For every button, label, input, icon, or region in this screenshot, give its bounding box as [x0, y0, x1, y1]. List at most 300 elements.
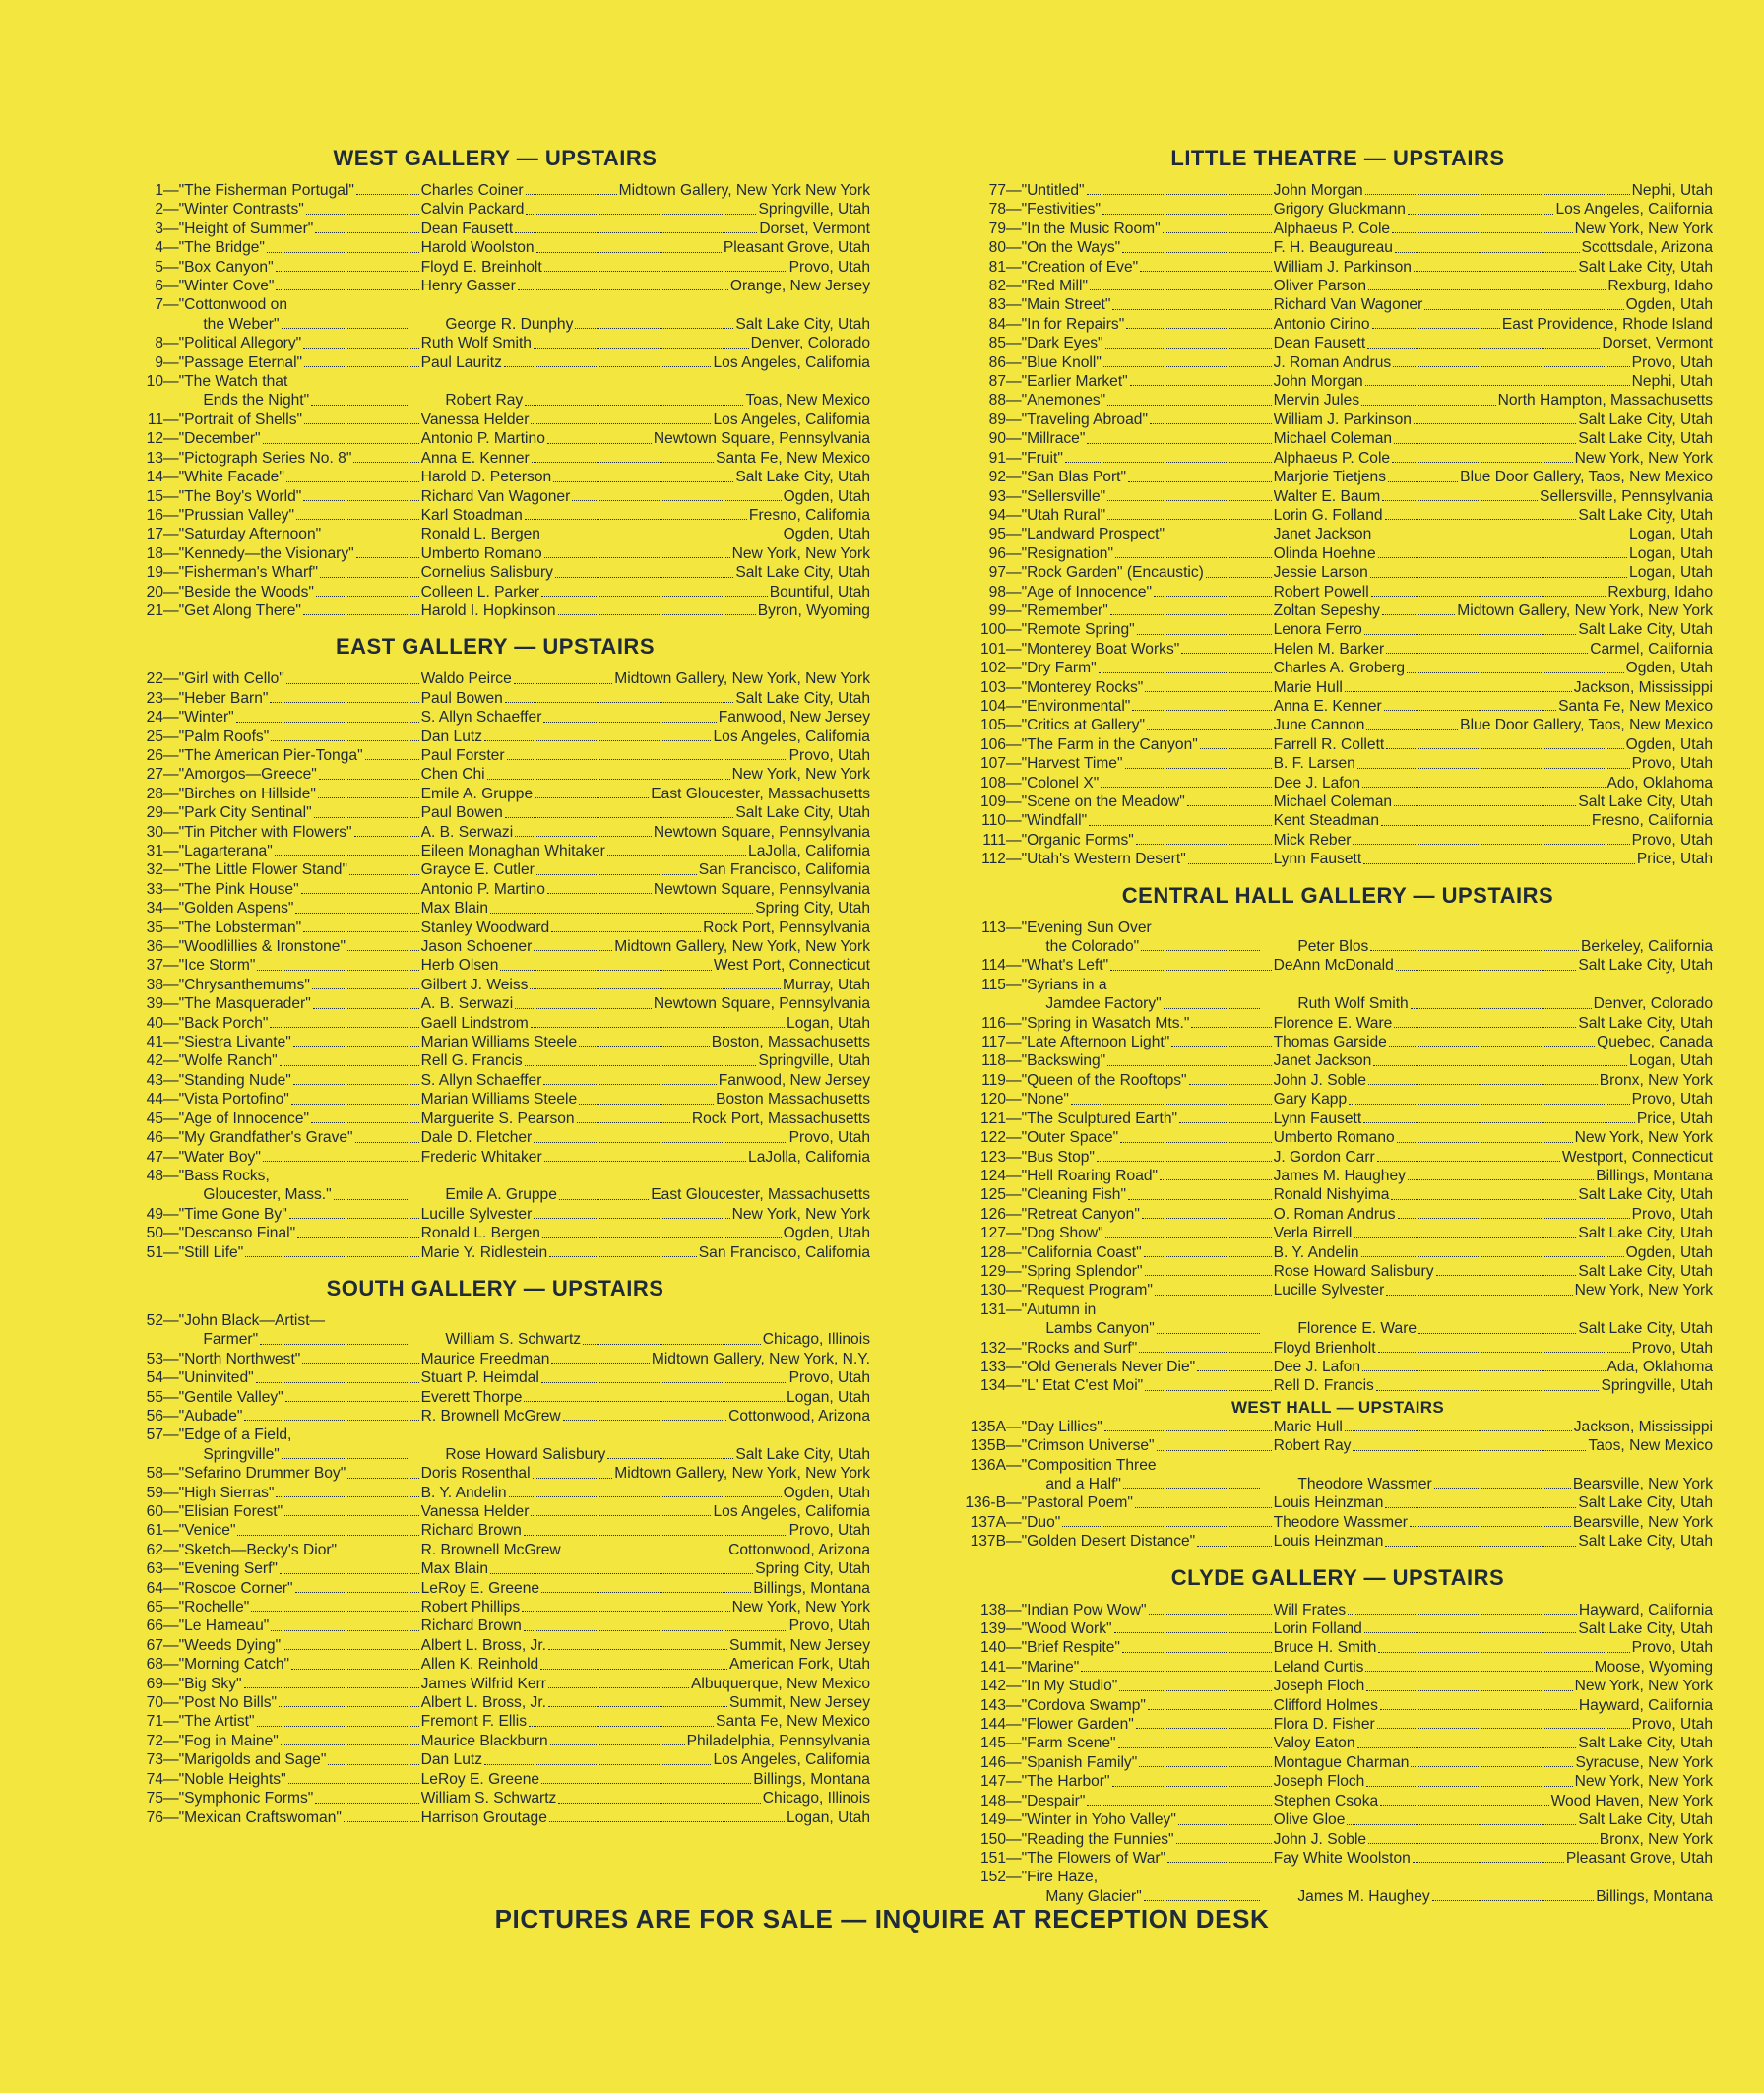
artist-name: S. Allyn Schaeffer: [420, 709, 542, 727]
dot-leader: [1120, 1128, 1271, 1142]
entry-dash: —: [1006, 469, 1022, 486]
entry-number: 116: [981, 1014, 1006, 1032]
artist-name: Theodore Wassmer: [1297, 1476, 1432, 1492]
dot-leader: [1107, 391, 1271, 405]
entry-dash: —: [163, 1694, 179, 1712]
dot-leader: [549, 1243, 697, 1257]
entry-title-cell: [179, 1541, 421, 1559]
artist-location: Salt Lake City, Utah: [735, 564, 870, 582]
artist-name: George R. Dunphy: [445, 315, 574, 333]
entry-number: 20: [146, 583, 163, 601]
dot-leader: [1436, 1262, 1577, 1276]
dot-leader: [577, 1110, 690, 1123]
entry-artist-cell: [421, 1732, 870, 1750]
artist-location: Salt Lake City, Utah: [1578, 411, 1713, 428]
east-gallery-title: EAST GALLERY — UPSTAIRS: [335, 634, 655, 660]
entry-artist-cell: [421, 563, 870, 582]
entry-dash: —: [163, 1014, 179, 1032]
dot-leader: [1144, 1887, 1261, 1901]
entry-dash: —: [163, 544, 179, 562]
entry-artist-cell: [1274, 640, 1713, 659]
entry-title-cell: [1022, 181, 1274, 200]
entry-dash: —: [1006, 1282, 1022, 1300]
artist-location: Rexburg, Idaho: [1607, 278, 1713, 295]
artwork-title: "Flower Garden": [1021, 1716, 1134, 1734]
entry-title-cell: [179, 258, 421, 277]
artist-name: Umberto Romano: [1273, 1129, 1395, 1147]
entry-number: 87: [988, 373, 1006, 391]
entry-title-cell: [179, 429, 421, 448]
dot-leader: [572, 487, 781, 501]
artist-location: Fresno, California: [1591, 812, 1713, 830]
artist-location: Bearsville, New York: [1572, 1513, 1713, 1531]
catalog-entry: [120, 1224, 870, 1242]
artist-location: Pleasant Grove, Utah: [1565, 1849, 1713, 1867]
entry-number: 98: [988, 583, 1006, 601]
entry-title-cell: [167, 1185, 410, 1204]
dot-leader: [1115, 544, 1272, 558]
catalog-entry: [120, 1598, 870, 1617]
artist-location: Newtown Square, Pennsylvania: [653, 430, 870, 448]
entry-dash: —: [1006, 1243, 1022, 1261]
entry-number: 32: [146, 861, 163, 879]
dot-leader: [1176, 1830, 1272, 1844]
dot-leader: [515, 823, 652, 837]
artist-location: Westport, Connecticut: [1561, 1148, 1713, 1166]
dot-leader: [1347, 1810, 1576, 1824]
artwork-title: "California Coast": [1021, 1243, 1142, 1261]
dot-leader: [1365, 372, 1630, 386]
dot-leader: [1368, 277, 1606, 290]
catalog-entry: [963, 1418, 1713, 1436]
entry-dash: —: [163, 670, 179, 688]
dot-leader: [306, 200, 419, 214]
dot-leader: [1128, 1185, 1272, 1199]
dot-leader: [282, 1445, 409, 1459]
dot-leader: [1377, 1148, 1560, 1162]
dot-leader: [1357, 1734, 1577, 1747]
artist-name: Lorin Folland: [1273, 1620, 1362, 1638]
catalog-entry: [120, 583, 870, 602]
dot-leader: [553, 468, 733, 481]
entry-artist-cell: [1274, 976, 1713, 994]
entry-number: 86: [988, 353, 1006, 371]
artwork-title: "Rock Garden" (Encaustic): [1021, 564, 1204, 582]
dot-leader: [316, 583, 419, 597]
artist-name: June Cannon: [1273, 717, 1365, 734]
entry-number: 31: [146, 843, 163, 859]
catalog-entry: [120, 1464, 870, 1483]
dot-leader: [1434, 1475, 1571, 1489]
dot-leader: [1392, 220, 1573, 233]
artist-location: Provo, Utah: [1631, 1091, 1713, 1109]
dot-leader: [544, 258, 788, 272]
catalog-entry: [963, 220, 1713, 238]
artwork-title: "Gentile Valley": [178, 1388, 284, 1406]
artist-name: Paul Bowen: [420, 689, 503, 707]
dot-leader: [1394, 1014, 1576, 1028]
catalog-entry: [120, 238, 870, 257]
catalog-entry: [963, 1128, 1713, 1147]
dot-leader: [533, 1464, 613, 1478]
catalog-entry: [963, 315, 1713, 334]
entry-title-cell: [179, 238, 421, 257]
entry-artist-cell: [1274, 181, 1713, 200]
catalog-entry: [120, 956, 870, 975]
artwork-title: "The Boy's World": [178, 487, 302, 505]
entry-dash: —: [1006, 1696, 1022, 1714]
artist-name: Michael Coleman: [1273, 793, 1393, 810]
entry-title-cell: [179, 1148, 421, 1167]
entry-number: 136A: [970, 1456, 1006, 1474]
entry-artist-cell: [1274, 1051, 1713, 1070]
entry-number: 52: [146, 1311, 163, 1329]
dot-leader: [1418, 1319, 1576, 1333]
entry-number: 149: [979, 1811, 1006, 1829]
dot-leader: [541, 1368, 788, 1382]
artist-location: Hayward, California: [1578, 1696, 1713, 1714]
dot-leader: [1371, 583, 1606, 597]
artist-location: New York, New York: [1574, 1282, 1713, 1300]
entry-title-cell: [179, 277, 421, 295]
artist-name: A. B. Serwazi: [420, 823, 514, 841]
artist-location: San Francisco, California: [698, 861, 870, 879]
entry-artist-cell: [421, 994, 870, 1013]
dot-leader: [541, 1770, 751, 1784]
entry-dash: —: [163, 1770, 179, 1788]
entry-dash: —: [163, 353, 179, 371]
entry-title-cell: [1022, 850, 1274, 868]
entry-dash: —: [1006, 392, 1022, 410]
artist-name: Peter Blos: [1297, 938, 1369, 956]
entry-number: 99: [988, 602, 1006, 619]
entry-number: 83: [988, 296, 1006, 314]
entry-dash: —: [1006, 1533, 1022, 1551]
artist-location: Santa Fe, New Mexico: [716, 449, 870, 467]
entry-number: 58: [146, 1465, 163, 1483]
dot-leader: [1171, 1033, 1271, 1046]
dot-leader: [526, 200, 756, 214]
artist-name: James M. Haughey: [1297, 1887, 1430, 1905]
dot-leader: [1145, 1376, 1271, 1390]
dot-leader: [311, 1110, 419, 1123]
west-hall-list: [963, 1418, 1713, 1552]
entry-number: [120, 391, 163, 410]
dot-leader: [505, 803, 734, 817]
entry-dash: —: [163, 1732, 179, 1749]
dot-leader: [279, 1693, 419, 1707]
entry-number: 44: [146, 1091, 163, 1109]
dot-leader: [1386, 640, 1588, 654]
artist-location: Berkeley, California: [1580, 938, 1713, 956]
entry-artist-cell: [421, 1693, 870, 1712]
artist-name: Dan Lutz: [420, 728, 483, 745]
entry-artist-cell: [421, 1110, 870, 1128]
entry-title-cell: [1022, 640, 1274, 659]
entry-number: 121: [979, 1110, 1006, 1127]
entry-artist-cell: [421, 1014, 870, 1033]
entry-artist-cell: [421, 899, 870, 918]
artwork-title: "High Sierras": [178, 1484, 275, 1501]
artist-location: Ogden, Utah: [1625, 1243, 1713, 1261]
dot-leader: [251, 1598, 418, 1612]
artist-location: Ogden, Utah: [783, 1225, 870, 1242]
artwork-title: "Back Porch": [178, 1014, 269, 1032]
artist-location: Logan, Utah: [1629, 1052, 1713, 1070]
catalog-entry: [120, 411, 870, 429]
entry-dash: —: [1006, 1639, 1022, 1657]
entry-title-cell: [179, 880, 421, 899]
entry-artist-cell: [1274, 238, 1713, 257]
artwork-title: "Festivities": [1021, 201, 1101, 219]
entry-title-cell: [179, 1110, 421, 1128]
artist-location: Salt Lake City, Utah: [1578, 1186, 1713, 1204]
entry-title-cell: [1022, 1715, 1274, 1734]
entry-artist-cell: [421, 1167, 870, 1185]
dot-leader: [541, 1579, 751, 1593]
artist-name: John Morgan: [1273, 373, 1363, 391]
artist-name: Gary Kapp: [1273, 1091, 1348, 1109]
entry-artist-cell: [1274, 850, 1713, 868]
entry-dash: —: [163, 1579, 179, 1597]
catalog-entry: [963, 1281, 1713, 1300]
artwork-title: "Age of Innocence": [178, 1110, 310, 1127]
entry-artist-cell: [421, 506, 870, 525]
artist-name: William S. Schwartz: [445, 1331, 582, 1349]
entry-title-cell: [1022, 1677, 1274, 1695]
entry-title-cell: [179, 1770, 421, 1789]
catalog-entry: [963, 1033, 1713, 1051]
dot-leader: [1101, 774, 1271, 788]
entry-title-cell: [1022, 1376, 1274, 1395]
dot-leader: [1112, 1772, 1272, 1786]
catalog-entry: [120, 429, 870, 448]
artist-location: New York, New York: [1574, 1773, 1713, 1791]
artwork-title: "Mexican Craftswoman": [178, 1808, 342, 1826]
entry-number: 131: [979, 1300, 1006, 1318]
artist-name: William J. Parkinson: [1273, 411, 1412, 428]
dot-leader: [524, 1521, 788, 1535]
artist-location: Santa Fe, New Mexico: [1558, 697, 1713, 715]
entry-number: 78: [988, 201, 1006, 219]
dot-leader: [355, 1128, 419, 1142]
catalog-entry: [120, 689, 870, 708]
catalog-entry: [963, 277, 1713, 295]
artist-location: Bearsville, New York: [1572, 1476, 1713, 1492]
catalog-entry: [963, 1319, 1713, 1338]
dot-leader: [267, 238, 419, 252]
dot-leader: [349, 860, 419, 874]
entry-number: 123: [979, 1148, 1006, 1166]
catalog-entry: [120, 1636, 870, 1655]
entry-number: 61: [146, 1522, 163, 1540]
dot-leader: [344, 1808, 419, 1822]
artist-name: Farrell R. Collett: [1273, 735, 1385, 753]
artist-name: O. Roman Andrus: [1273, 1205, 1396, 1223]
entry-artist-cell: [421, 1033, 870, 1051]
artwork-title: "Utah Rural": [1021, 506, 1106, 524]
dot-leader: [1388, 468, 1458, 481]
entry-artist-cell: [1262, 994, 1713, 1013]
entry-number: 148: [979, 1792, 1006, 1809]
dot-leader: [296, 506, 419, 520]
artist-name: Stephen Csoka: [1273, 1792, 1379, 1809]
artwork-title: Lambs Canyon": [1045, 1320, 1155, 1338]
artwork-title: "Outer Space": [1021, 1129, 1119, 1147]
entry-artist-cell: [1274, 258, 1713, 277]
entry-title-cell: [179, 1559, 421, 1578]
artist-name: Alphaeus P. Cole: [1273, 220, 1391, 237]
artwork-title: "Ice Storm": [178, 957, 256, 975]
catalog-entry: [120, 1388, 870, 1407]
artist-name: Maurice Freedman: [420, 1350, 550, 1367]
entry-dash: —: [163, 1369, 179, 1387]
entry-number: 43: [146, 1071, 163, 1089]
artist-name: Olinda Hoehne: [1273, 544, 1376, 562]
artwork-title: "Utah's Western Desert": [1021, 851, 1186, 868]
dot-leader: [1188, 850, 1272, 863]
entry-title-cell: [1022, 1281, 1274, 1300]
entry-number: 122: [979, 1129, 1006, 1147]
artwork-title: "Creation of Eve": [1021, 258, 1139, 276]
catalog-entry: [120, 1205, 870, 1224]
entry-number: 6: [155, 278, 163, 295]
dot-leader: [313, 994, 419, 1008]
entry-number: 127: [979, 1225, 1006, 1242]
entry-number: [120, 1185, 163, 1204]
entry-title-cell: [1022, 411, 1274, 429]
dot-leader: [323, 525, 418, 539]
dot-leader: [547, 429, 652, 443]
entry-artist-cell: [1274, 919, 1713, 937]
artwork-title: "Big Sky": [178, 1675, 242, 1692]
dot-leader: [522, 1598, 729, 1612]
dot-leader: [1150, 411, 1272, 424]
entry-artist-cell: [1274, 391, 1713, 410]
entry-dash: —: [1006, 583, 1022, 601]
entry-artist-cell: [421, 708, 870, 727]
dot-leader: [281, 1732, 419, 1745]
dot-leader: [563, 1541, 726, 1554]
dot-leader: [579, 1033, 710, 1046]
catalog-entry: [120, 994, 870, 1013]
entry-artist-cell: [421, 1071, 870, 1090]
entry-dash: —: [1006, 1129, 1022, 1147]
entry-title-cell: [179, 1051, 421, 1070]
entry-title-cell: [1022, 334, 1274, 352]
entry-title-cell: [179, 295, 421, 314]
dot-leader: [1411, 994, 1592, 1008]
dot-leader: [295, 1579, 419, 1593]
entry-dash: —: [163, 506, 179, 524]
entry-artist-cell: [1274, 1868, 1713, 1886]
artist-location: Los Angeles, California: [713, 411, 870, 428]
artist-location: Springville, Utah: [758, 201, 870, 219]
catalog-entry: [120, 468, 870, 486]
artist-location: Provo, Utah: [1631, 1639, 1713, 1657]
artwork-title: "Portrait of Shells": [178, 411, 303, 428]
catalog-entry: [963, 811, 1713, 830]
entry-dash: —: [163, 1034, 179, 1051]
dot-leader: [1353, 1436, 1586, 1450]
south-gallery-title: SOUTH GALLERY — UPSTAIRS: [326, 1275, 664, 1300]
catalog-entry: [120, 563, 870, 582]
artist-location: Midtown Gallery, New York, New York: [614, 1465, 870, 1483]
entry-dash: —: [163, 995, 179, 1013]
catalog-entry: [963, 659, 1713, 677]
catalog-entry: [120, 1368, 870, 1387]
artwork-title: "Hell Roaring Road": [1021, 1167, 1159, 1184]
dot-leader: [607, 1445, 733, 1459]
little-theatre-list: [963, 181, 1713, 869]
artwork-title: the Colorado": [1045, 938, 1140, 956]
dot-leader: [304, 353, 419, 367]
artist-name: Richard Brown: [420, 1522, 522, 1540]
entry-title-cell: [179, 919, 421, 937]
entry-title-cell: [1022, 976, 1274, 994]
dot-leader: [1166, 525, 1272, 539]
catalog-entry: [120, 1521, 870, 1540]
artwork-title: "What's Left": [1021, 957, 1109, 975]
entry-title-cell: [179, 1388, 421, 1407]
entry-title-cell: [1022, 1033, 1274, 1051]
catalog-entry: [120, 1559, 870, 1578]
dot-leader: [334, 1185, 409, 1199]
entry-artist-cell: [1274, 315, 1713, 334]
entry-dash: —: [1006, 220, 1022, 237]
artist-name: R. Brownell McGrew: [420, 1541, 561, 1558]
artist-name: William J. Parkinson: [1273, 258, 1412, 276]
entry-dash: —: [1006, 660, 1022, 677]
dot-leader: [270, 689, 418, 703]
artist-name: Dee J. Lafon: [1273, 774, 1361, 792]
artist-location: Chicago, Illinois: [762, 1790, 870, 1808]
artist-location: Provo, Utah: [1631, 831, 1713, 849]
dot-leader: [575, 315, 733, 329]
entry-number: 46: [146, 1129, 163, 1147]
entry-dash: —: [1006, 1205, 1022, 1223]
artwork-title: "Water Boy": [178, 1148, 261, 1166]
dot-leader: [320, 563, 419, 577]
dot-leader: [1139, 1753, 1271, 1767]
catalog-entry: [120, 803, 870, 822]
dot-leader: [1393, 353, 1629, 367]
entry-title-cell: [1022, 1753, 1274, 1772]
artwork-title: "The Fisherman Portugal": [178, 182, 354, 199]
dot-leader: [1104, 1418, 1272, 1431]
catalog-entry: [120, 1789, 870, 1808]
entry-artist-cell: [421, 544, 870, 563]
entry-artist-cell: [1274, 697, 1713, 716]
entry-number: 47: [146, 1148, 163, 1166]
artwork-title: "Request Program": [1021, 1282, 1153, 1300]
artwork-title: "Monterey Boat Works": [1021, 640, 1180, 658]
entry-artist-cell: [1274, 602, 1713, 620]
artwork-title: "The Artist": [178, 1713, 255, 1731]
entry-number: 125: [979, 1186, 1006, 1204]
artist-location: Salt Lake City, Utah: [735, 315, 870, 333]
entry-dash: —: [1006, 1377, 1022, 1395]
artist-name: Kent Steadman: [1273, 812, 1380, 830]
artist-location: Ado, Oklahoma: [1606, 774, 1713, 792]
dot-leader: [1411, 1753, 1573, 1767]
artist-location: Ogden, Utah: [783, 1484, 870, 1501]
entry-artist-cell: [1274, 620, 1713, 639]
dot-leader: [1136, 831, 1272, 845]
artist-location: Rexburg, Idaho: [1607, 583, 1713, 601]
entry-dash: —: [1006, 1071, 1022, 1089]
entry-artist-cell: [421, 411, 870, 429]
